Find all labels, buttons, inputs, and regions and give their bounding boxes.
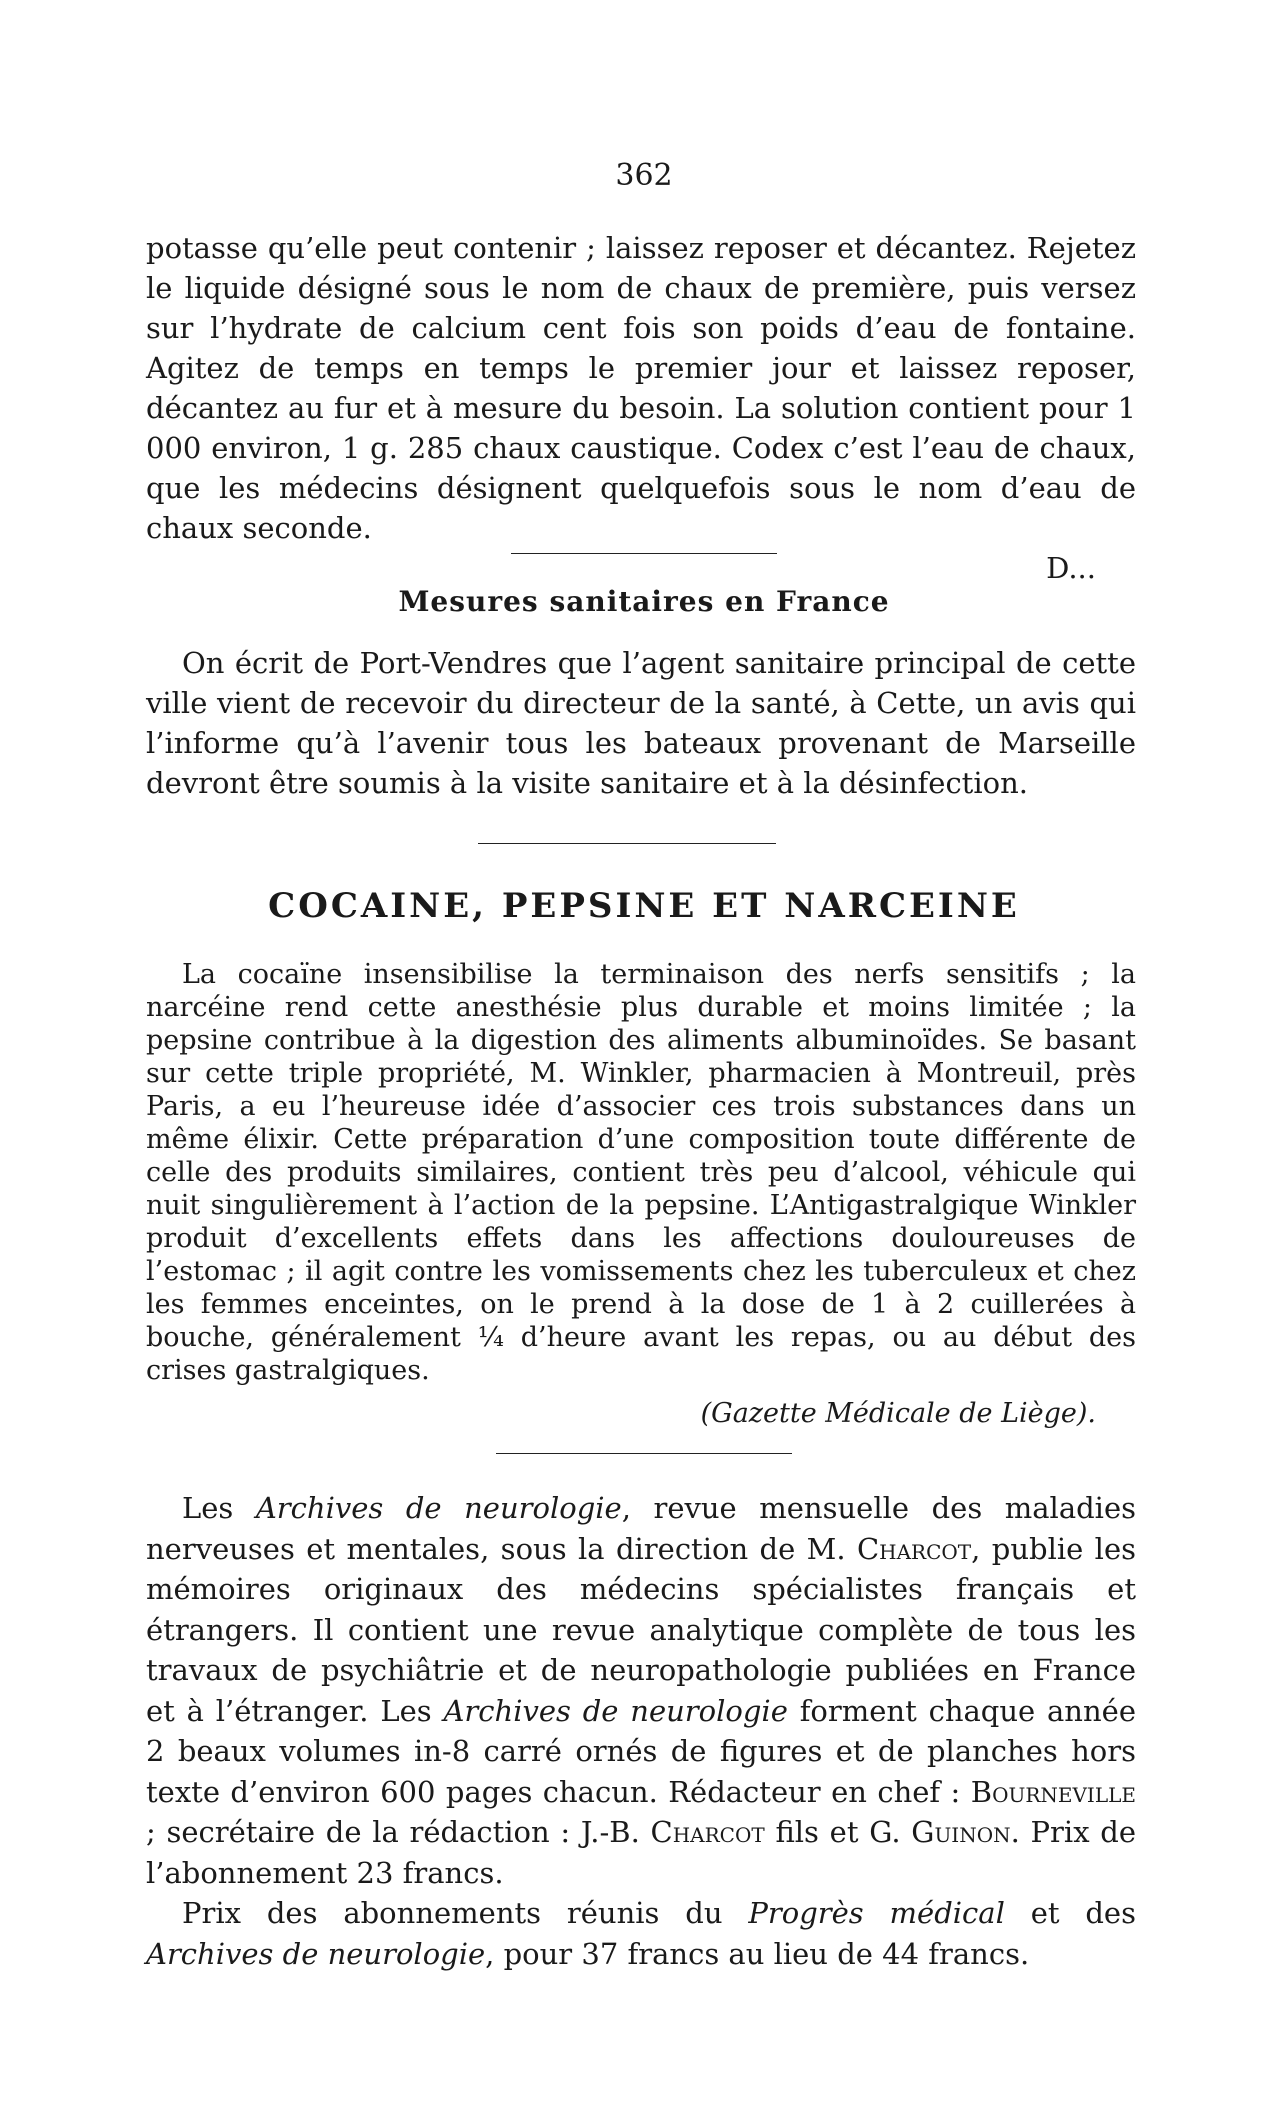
cocaine-paragraph: La cocaïne insensibilise la terminaison des nerfs sensitifs ; la narcéine rend cette anesthésie plus durable et moins limitée ; la pepsine contribue à la digestion des aliments albuminoïdes. Se basant sur cette triple propriété, M. Winkler, pharmacien à Montreuil, près Paris, a eu l’heureuse idée d’associer ces trois substances dans un même élixir. Cette préparation d’une composition toute différente de celle des produits similaires, contient très peu d’alcool, véhicule qui nuit singulièrement à l’action de la pepsine. L’Antigastralgique Winkler produit d’excellents effets dans les affections douloureuses de l’estomac ; il agit contre les vomissements chez les tuberculeux et chez les femmes enceintes, on le prend à la dose de 1 à 2 cuillerées à bouche, généralement ¼ d’heure avant les repas, ou au début des crises gastralgiques. (146, 959, 1136, 1386)
section-title-sanitary: Mesures sanitaires en France (398, 585, 890, 618)
person-name: Charcot (856, 1531, 972, 1566)
divider-rule-2 (478, 843, 776, 844)
signoff: D... (1046, 551, 1096, 585)
sanitary-block (146, 643, 1136, 803)
journal-title: Progrès médical (748, 1896, 1005, 1930)
divider-rule-1 (511, 553, 777, 554)
journal-title: Archives de neurologie (255, 1491, 622, 1525)
top-paragraph-block (146, 228, 1136, 588)
person-name: Bourneville (970, 1774, 1136, 1809)
page-number: 362 (615, 158, 673, 193)
journal-title: Archives de neurologie (443, 1693, 788, 1728)
archives-block (146, 1488, 1136, 1974)
divider-rule-3 (496, 1453, 792, 1454)
citation: (Gazette Médicale de Liège). (700, 1398, 1096, 1429)
archives-paragraph-2: Prix des abonnements réunis du Progrès médical et des Archives de neurologie, pour 37 francs au lieu de 44 francs. (146, 1896, 1136, 1971)
person-name: Charcot (650, 1815, 765, 1849)
top-paragraph: potasse qu’elle peut contenir ; laissez reposer et décantez. Rejetez le liquide désigné sous le nom de chaux de première, puis versez sur l’hydrate de calcium cent fois son poids d’eau de fontaine. Agitez de temps en temps le premier jour et laissez reposer, décantez au fur et à mesure du besoin. La solution contient pour 1 000 environ, 1 g. 285 chaux caustique. Codex c’est l’eau de chaux, que les médecins désignent quelquefois sous le nom d’eau de chaux seconde. (146, 231, 1136, 545)
sanitary-paragraph: On écrit de Port-Vendres que l’agent sanitaire principal de cette ville vient de recevoir du directeur de la santé, à Cette, un avis qui l’informe qu’à l’avenir tous les bateaux provenant de Marseille devront être soumis à la visite sanitaire et à la désinfection. (146, 646, 1136, 800)
journal-title: Archives de neurologie (146, 1936, 486, 1971)
archives-paragraph-1: Les Archives de neurologie, revue mensuelle des maladies nerveuses et mentales, sous la direction de M. Charcot, publie les mémoires originaux des médecins spécialistes français et étrangers. Il contient une revue analytique complète de tous les travaux de psychiâtrie et de neuropathologie publiées en France et à l’étranger. Les Archives de neurologie forment chaque année 2 beaux volumes in-8 carré ornés de figures et de planches hors texte d’environ 600 pages chacun. Rédacteur en chef : Bourneville ; secrétaire de la rédaction : J.-B. Charcot fils et G. Guinon. Prix de l’abonnement 23 francs. (146, 1491, 1137, 1890)
cocaine-block (146, 958, 1136, 1430)
person-name: Guinon (911, 1815, 1011, 1849)
section-title-cocaine: COCAINE, PEPSINE ET NARCEINE (268, 886, 1020, 926)
